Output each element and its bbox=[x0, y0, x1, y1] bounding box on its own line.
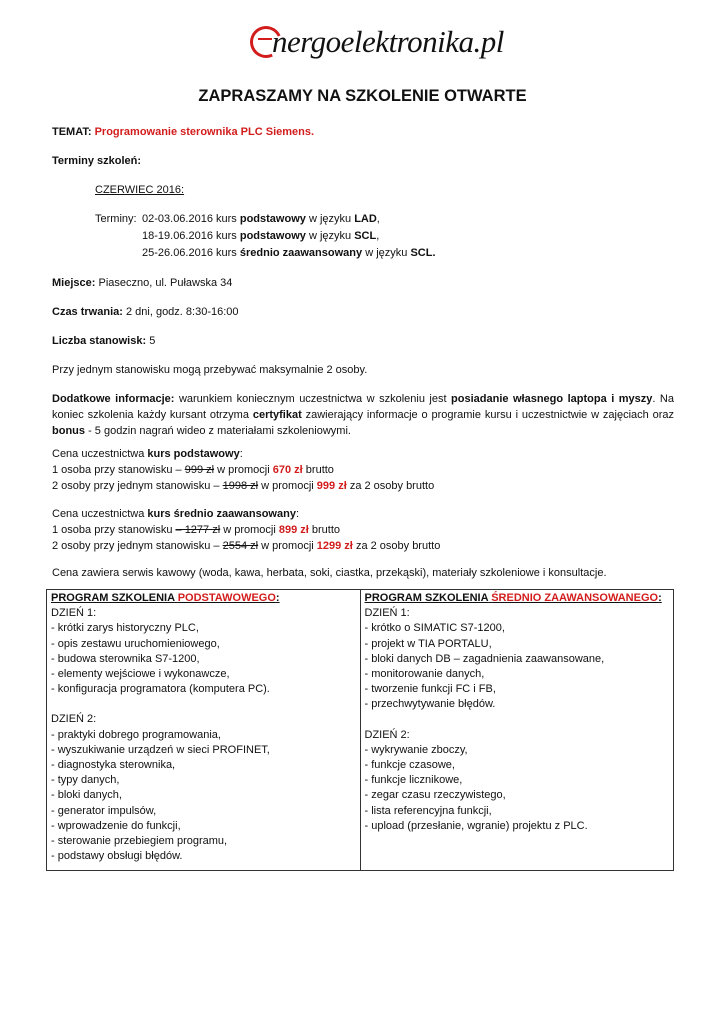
price-basic-row-1: 1 osoba przy stanowisku – 999 zł w promocji 670 zł brutto bbox=[52, 464, 334, 476]
program-list-item: - bloki danych, bbox=[51, 789, 122, 802]
day-heading: DZIEŃ 2: bbox=[364, 728, 410, 741]
terms-heading: Terminy szkoleń: bbox=[52, 155, 142, 167]
seats-note: Przy jednym stanowisku mogą przebywać maksymalnie 2 osoby. bbox=[52, 364, 368, 376]
price-basic-row-2: 2 osoby przy jednym stanowisku – 1998 zł w promocji 999 zł za 2 osoby brutto bbox=[52, 480, 435, 492]
program-list-item: - wykrywanie zboczy, bbox=[364, 743, 468, 756]
day-heading: DZIEŃ 1: bbox=[51, 607, 97, 620]
duration-line: Czas trwania: 2 dni, godz. 8:30-16:00 bbox=[52, 306, 239, 318]
program-list-item: - projekt w TIA PORTALU, bbox=[364, 637, 492, 650]
logo-e-bar bbox=[258, 38, 272, 40]
program-list-item: - podstawy obsługi błędów. bbox=[51, 850, 183, 863]
topic-value: Programowanie sterownika PLC Siemens. bbox=[94, 126, 315, 138]
program-basic-heading: PROGRAM SZKOLENIA PODSTAWOWEGO: bbox=[51, 592, 280, 604]
topic-label: TEMAT: bbox=[52, 126, 92, 138]
promo-price: 899 zł bbox=[278, 524, 309, 536]
day-1-list bbox=[51, 621, 356, 697]
old-price: 2554 zł bbox=[222, 540, 259, 552]
program-list-item: - sterowanie przebiegiem programu, bbox=[51, 835, 228, 848]
day-heading: DZIEŃ 2: bbox=[51, 713, 97, 726]
price-adv-intro: Cena uczestnictwa kurs średnio zaawansowany: bbox=[52, 508, 300, 520]
program-list-item: - budowa sterownika S7-1200, bbox=[51, 652, 200, 665]
day-1-list bbox=[365, 621, 670, 712]
program-list-item: - funkcje licznikowe, bbox=[364, 774, 463, 787]
program-list-item: - krótki zarys historyczny PLC, bbox=[51, 622, 199, 635]
program-list-item: - funkcje czasowe, bbox=[364, 759, 455, 772]
old-price: 999 zł bbox=[184, 464, 215, 476]
program-list-item: - tworzenie funkcji FC i FB, bbox=[364, 683, 496, 696]
program-list-item: - praktyki dobrego programowania, bbox=[51, 728, 221, 741]
energoelektronika-logo bbox=[250, 24, 510, 68]
promo-price: 670 zł bbox=[272, 464, 303, 476]
place-line: Miejsce: Piaseczno, ul. Puławska 34 bbox=[52, 277, 233, 289]
program-advanced-column bbox=[360, 590, 674, 871]
program-list-item: - bloki danych DB – zagadnienia zaawansowane, bbox=[364, 652, 605, 665]
old-price: 1998 zł bbox=[222, 480, 259, 492]
terms-label: Terminy: bbox=[95, 213, 137, 225]
program-list-item: - upload (przesłanie, wgranie) projektu z PLC. bbox=[364, 819, 588, 832]
price-adv-row-1: 1 osoba przy stanowisku – 1277 zł w promocji 899 zł brutto bbox=[52, 524, 341, 536]
session-1: 02-03.06.2016 kurs podstawowy w języku LAD, bbox=[142, 213, 380, 225]
includes-note: Cena zawiera serwis kawowy (woda, kawa, herbata, soki, ciastka, przekąski), materiały szkoleniowe i konsultacje. bbox=[52, 567, 607, 579]
old-price: – 1277 zł bbox=[175, 524, 221, 536]
program-list-item: - typy danych, bbox=[51, 774, 120, 787]
program-list-item: - konfiguracja programatora (komputera PC). bbox=[51, 683, 270, 696]
program-advanced-heading: PROGRAM SZKOLENIA ŚREDNIO ZAAWANSOWANEGO: bbox=[364, 592, 662, 604]
logo-text: nergoelektronika.pl bbox=[272, 24, 504, 59]
program-list-item: - przechwytywanie błędów. bbox=[364, 698, 496, 711]
program-list-item: - monitorowanie danych, bbox=[364, 668, 485, 681]
session-3: 25-26.06.2016 kurs średnio zaawansowany w języku SCL. bbox=[142, 247, 436, 259]
day-2-list bbox=[365, 743, 670, 834]
promo-price: 1299 zł bbox=[316, 540, 353, 552]
topic-line bbox=[52, 125, 314, 139]
program-list-item: - elementy wejściowe i wykonawcze, bbox=[51, 668, 230, 681]
price-adv-row-2: 2 osoby przy jednym stanowisku – 2554 zł w promocji 1299 zł za 2 osoby brutto bbox=[52, 540, 441, 552]
seats-line: Liczba stanowisk: 5 bbox=[52, 335, 156, 347]
program-basic-column bbox=[47, 590, 361, 871]
program-list-item: - zegar czasu rzeczywistego, bbox=[364, 789, 506, 802]
session-2: 18-19.06.2016 kurs podstawowy w języku SCL, bbox=[142, 230, 380, 242]
page-title: ZAPRASZAMY NA SZKOLENIE OTWARTE bbox=[198, 87, 527, 105]
program-list-item: - krótko o SIMATIC S7-1200, bbox=[364, 622, 505, 635]
program-list-item: - lista referencyjna funkcji, bbox=[364, 804, 492, 817]
program-table bbox=[46, 589, 674, 871]
program-list-item: - opis zestawu uruchomieniowego, bbox=[51, 637, 220, 650]
program-list-item: - wyszukiwanie urządzeń w sieci PROFINET, bbox=[51, 743, 270, 756]
program-list-item: - diagnostyka sterownika, bbox=[51, 759, 176, 772]
month-heading: CZERWIEC 2016: bbox=[95, 184, 185, 196]
day-2-list bbox=[51, 728, 356, 865]
promo-price: 999 zł bbox=[316, 480, 347, 492]
price-basic-intro: Cena uczestnictwa kurs podstawowy: bbox=[52, 448, 243, 460]
extra-info-paragraph: Dodatkowe informacje: warunkiem koniecznym uczestnictwa w szkoleniu jest posiadanie własnego laptopa i myszy. Na koniec szkolenia każdy kursant otrzyma certyfikat zawierający informacje o programie kursu i uczestnictwie w zajęciach oraz bonus - 5 godzin nagrań wideo z materiałami szkoleniowymi. bbox=[52, 393, 675, 437]
program-list-item: - wprowadzenie do funkcji, bbox=[51, 819, 181, 832]
day-heading: DZIEŃ 1: bbox=[364, 607, 410, 620]
program-list-item: - generator impulsów, bbox=[51, 804, 157, 817]
